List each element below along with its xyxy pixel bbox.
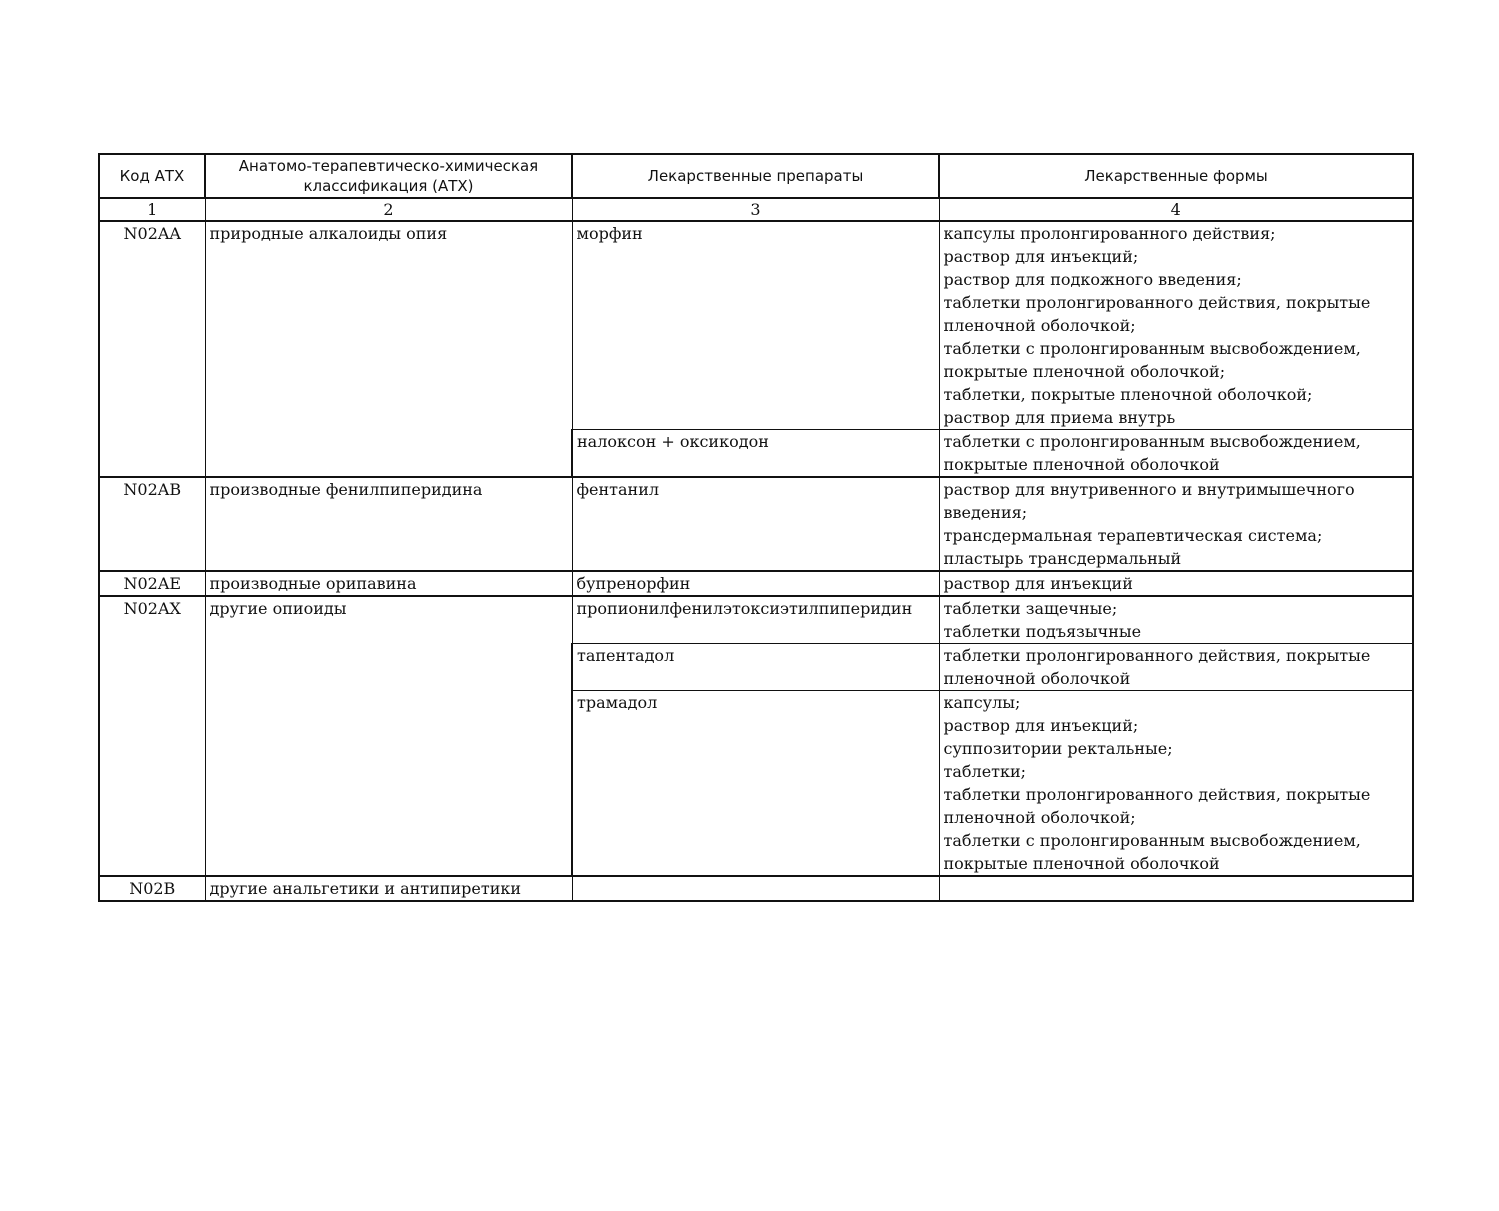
header-atx-classification: Анатомо-терапевтическо-химическая классификация (АТХ): [205, 154, 572, 198]
dosage-forms: [939, 430, 1413, 478]
dosage-form: таблетки;: [943, 762, 1027, 781]
dosage-forms: [939, 477, 1413, 571]
dosage-forms: [939, 691, 1413, 877]
dosage-form: раствор для инъекций: [943, 574, 1133, 593]
atx-code: N02AA: [99, 221, 205, 477]
atx-code: N02AB: [99, 477, 205, 571]
dosage-form: раствор для подкожного введения;: [943, 270, 1242, 289]
drug-name: налоксон + оксикодон: [572, 430, 939, 478]
atx-class: производные орипавина: [205, 571, 572, 596]
drug-name: трамадол: [572, 691, 939, 877]
dosage-form: таблетки, покрытые пленочной оболочкой;: [943, 385, 1313, 404]
atx-class: природные алкалоиды опия: [205, 221, 572, 477]
table-row: [99, 571, 1413, 596]
atx-class: другие опиоиды: [205, 596, 572, 876]
drug-name-empty: [572, 876, 939, 901]
dosage-form: раствор для инъекций;: [943, 247, 1139, 266]
atx-drug-table: [98, 153, 1414, 902]
atx-code: N02AX: [99, 596, 205, 876]
table-row: [99, 221, 1413, 430]
column-number: 1: [99, 198, 205, 221]
drug-name: фентанил: [572, 477, 939, 571]
drug-name: бупренорфин: [572, 571, 939, 596]
dosage-form: трансдермальная терапевтическая система;: [943, 526, 1323, 545]
atx-code: N02B: [99, 876, 205, 901]
column-number: 4: [939, 198, 1413, 221]
atx-code: N02AE: [99, 571, 205, 596]
table-row: [99, 596, 1413, 644]
dosage-form: таблетки пролонгированного действия, покрытые пленочной оболочкой;: [943, 785, 1371, 827]
dosage-form: таблетки с пролонгированным высвобождением, покрытые пленочной оболочкой: [943, 831, 1361, 873]
dosage-form: таблетки с пролонгированным высвобождением, покрытые пленочной оболочкой;: [943, 339, 1361, 381]
column-number: 2: [205, 198, 572, 221]
header-dosage-forms: Лекарственные формы: [939, 154, 1413, 198]
dosage-forms: [939, 221, 1413, 430]
dosage-form: пластырь трансдермальный: [943, 549, 1182, 568]
table-row: [99, 477, 1413, 571]
drug-name: пропионилфенилэтоксиэтилпиперидин: [572, 596, 939, 644]
dosage-form: таблетки подъязычные: [943, 622, 1142, 641]
header-row: [99, 154, 1413, 198]
dosage-form: капсулы;: [943, 693, 1021, 712]
header-atx-code: Код АТХ: [99, 154, 205, 198]
dosage-form: раствор для инъекций;: [943, 716, 1139, 735]
dosage-form: таблетки с пролонгированным высвобождением, покрытые пленочной оболочкой: [943, 432, 1361, 474]
column-number-row: [99, 198, 1413, 221]
table-row: [99, 876, 1413, 901]
dosage-form: таблетки пролонгированного действия, покрытые пленочной оболочкой;: [943, 293, 1371, 335]
column-number: 3: [572, 198, 939, 221]
dosage-form: капсулы пролонгированного действия;: [943, 224, 1276, 243]
dosage-form: суппозитории ректальные;: [943, 739, 1173, 758]
dosage-form: таблетки защечные;: [943, 599, 1118, 618]
atx-class: другие анальгетики и антипиретики: [205, 876, 572, 901]
drug-name: морфин: [572, 221, 939, 430]
dosage-form: раствор для внутривенного и внутримышечного введения;: [943, 480, 1355, 522]
dosage-forms-empty: [939, 876, 1413, 901]
dosage-forms: [939, 571, 1413, 596]
header-drugs: Лекарственные препараты: [572, 154, 939, 198]
atx-class: производные фенилпиперидина: [205, 477, 572, 571]
drug-name: тапентадол: [572, 644, 939, 691]
dosage-forms: [939, 644, 1413, 691]
dosage-form: раствор для приема внутрь: [943, 408, 1176, 427]
dosage-forms: [939, 596, 1413, 644]
dosage-form: таблетки пролонгированного действия, покрытые пленочной оболочкой: [943, 646, 1371, 688]
